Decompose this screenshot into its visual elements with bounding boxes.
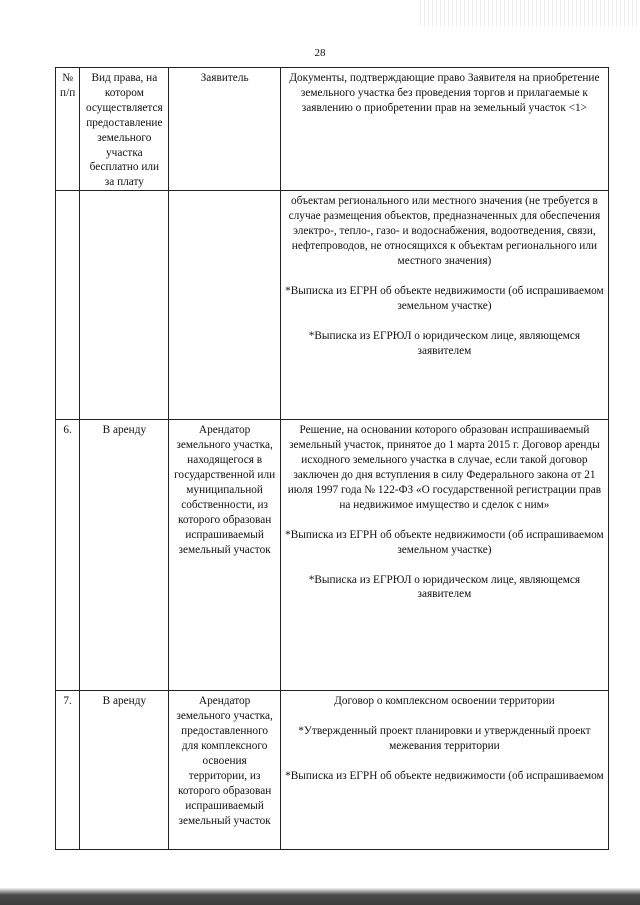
- document-item: *Утвержденный проект планировки и утвержденный проект межевания территории: [298, 725, 591, 753]
- document-item: *Выписка из ЕГРН об объекте недвижимости (об испрашиваемом земельном участке): [285, 284, 604, 312]
- row-number: 7.: [56, 691, 80, 850]
- row-right-type: В аренду: [80, 420, 169, 691]
- row-applicant: [169, 191, 280, 420]
- header-applicant: Заявитель: [169, 68, 280, 191]
- row-right-type: [80, 191, 169, 420]
- table-header-row: [56, 68, 609, 191]
- document-item: *Выписка из ЕГРЮЛ о юридическом лице, являющемся заявителем: [308, 573, 581, 601]
- row-documents: [280, 191, 608, 420]
- page-number: 28: [314, 47, 326, 59]
- header-number: № п/п: [56, 68, 80, 191]
- document-item: *Выписка из ЕГРН об объекте недвижимости (об испрашиваемом земельном участке): [285, 528, 604, 556]
- header-documents: Документы, подтверждающие право Заявителя на приобретение земельного участка без проведения торгов и прилагаемые к заявлению о приобретении прав на земельный участок <1>: [280, 68, 608, 191]
- scan-artifact-bottom: [0, 888, 640, 905]
- row-documents: [280, 691, 608, 850]
- row-applicant: Арендатор земельного участка, предоставленного для комплексного освоения территории, из которого образован испрашиваемый земельный участок: [169, 691, 280, 850]
- row-applicant: Арендатор земельного участка, находящегося в государственной или муниципальной собственности, из которого образован испрашиваемый земельный участок: [169, 420, 280, 691]
- row-right-type: В аренду: [80, 691, 169, 850]
- document-item: объектам регионального или местного значения (не требуется в случае размещения объектов, предназначенных для обеспечения электро-, тепло-, газо- и водоснабжения, водоотведения, связи, нефтепроводов, не относящихся к объектам регионального или местного значения): [288, 195, 601, 267]
- document-item: Решение, на основании которого образован испрашиваемый земельный участок, принятое до 1 марта 2015 г. Договор аренды исходного земельного участка в случае, если такой договор заключен до дня вступления в силу Федерального закона от 21 июля 1997 года № 122-ФЗ «О государственной регистрации прав на недвижимое имущество и сделок с ним»: [287, 424, 602, 511]
- document-item: *Выписка из ЕГРЮЛ о юридическом лице, являющемся заявителем: [308, 329, 581, 357]
- documents-table: [55, 67, 609, 850]
- header-right-type: Вид права, на котором осуществляется предоставление земельного участка бесплатно или за плату: [80, 68, 169, 191]
- document-item: *Выписка из ЕГРН об объекте недвижимости (об испрашиваемом: [285, 769, 604, 782]
- row-number: [56, 191, 80, 420]
- table-row: [56, 691, 609, 850]
- table-row: [56, 420, 609, 691]
- table-row: [56, 191, 609, 420]
- document-item: Договор о комплексном освоении территории: [334, 695, 555, 708]
- row-number: 6.: [56, 420, 80, 691]
- row-documents: [280, 420, 608, 691]
- scan-artifact-top: [420, 0, 640, 26]
